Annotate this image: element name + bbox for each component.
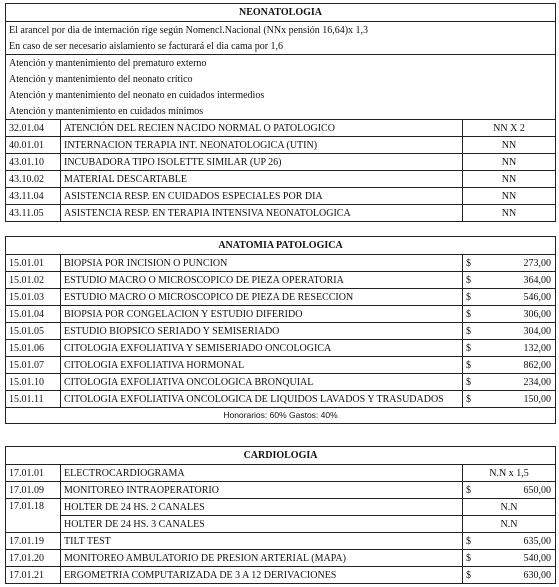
currency-cell: $: [463, 567, 477, 584]
desc-cell: ESTUDIO MACRO O MICROSCOPICO DE PIEZA DE RESECCION: [61, 289, 463, 306]
code-cell: 15.01.07: [6, 357, 61, 374]
desc-cell: ESTUDIO BIOPSICO SERIADO Y SEMISERIADO: [61, 323, 463, 340]
desc-cell: INCUBADORA TIPO ISOLETTE SIMILAR (UP 26): [61, 154, 463, 171]
currency-cell: $: [463, 272, 477, 289]
table-row: [6, 516, 556, 533]
table-row: [6, 550, 556, 567]
code-cell: 17.01.21: [6, 567, 61, 584]
desc-cell: HOLTER DE 24 HS. 2 CANALES: [61, 499, 463, 516]
service-line: Atención y mantenimiento del neonato crítico: [6, 71, 556, 87]
desc-cell: TILT TEST: [61, 533, 463, 550]
table-row: [6, 171, 556, 188]
cardiologia-table: [5, 446, 556, 584]
code-cell: 32.01.04: [6, 120, 61, 137]
desc-cell: INTERNACION TERAPIA INT. NEONATOLOGICA (UTIN): [61, 137, 463, 154]
currency-cell: $: [463, 289, 477, 306]
code-cell: 15.01.05: [6, 323, 61, 340]
desc-cell: ASISTENCIA RESP. EN TERAPIA INTENSIVA NEONATOLOGICA: [61, 205, 463, 222]
note-line: En caso de ser necesario aislamiento se facturará el dia cama por 1,6: [6, 38, 556, 55]
amount-cell: 234,00: [477, 374, 556, 391]
desc-cell: CITOLOGIA EXFOLIATIVA ONCOLOGICA BRONQUIAL: [61, 374, 463, 391]
section-title: CARDIOLOGIA: [6, 447, 556, 465]
desc-cell: ELECTROCARDIOGRAMA: [61, 465, 463, 482]
code-cell: 17.01.18: [6, 499, 61, 533]
fees-note: Honorarios: 60% Gastos: 40%: [6, 408, 556, 424]
amount-cell: 306,00: [477, 306, 556, 323]
currency-cell: $: [463, 482, 477, 499]
table-row: [6, 482, 556, 499]
currency-cell: $: [463, 255, 477, 272]
table-row: [6, 357, 556, 374]
currency-cell: $: [463, 357, 477, 374]
table-row: [6, 306, 556, 323]
amount-cell: 304,00: [477, 323, 556, 340]
code-cell: 15.01.03: [6, 289, 61, 306]
section-title: NEONATOLOGIA: [6, 4, 556, 22]
code-cell: 40.01.01: [6, 137, 61, 154]
desc-cell: MATERIAL DESCARTABLE: [61, 171, 463, 188]
code-cell: 43.11.04: [6, 188, 61, 205]
table-row: [6, 323, 556, 340]
amount-cell: 630,00: [477, 567, 556, 584]
desc-cell: MONITOREO AMBULATORIO DE PRESION ARTERIAL (MAPA): [61, 550, 463, 567]
value-cell: N.N x 1,5: [463, 465, 556, 482]
value-cell: NN: [463, 188, 556, 205]
code-cell: 43.10.02: [6, 171, 61, 188]
code-cell: 17.01.20: [6, 550, 61, 567]
code-cell: 17.01.01: [6, 465, 61, 482]
value-cell: NN: [463, 171, 556, 188]
amount-cell: 650,00: [477, 482, 556, 499]
code-cell: 15.01.10: [6, 374, 61, 391]
table-row: [6, 465, 556, 482]
table-row: [6, 137, 556, 154]
table-row: [6, 205, 556, 222]
code-cell: 15.01.06: [6, 340, 61, 357]
service-line: Atención y mantenimiento en cuidados mínimos: [6, 103, 556, 120]
amount-cell: 635,00: [477, 533, 556, 550]
currency-cell: $: [463, 323, 477, 340]
value-cell: NN: [463, 205, 556, 222]
value-cell: N.N: [463, 499, 556, 516]
desc-cell: ESTUDIO MACRO O MICROSCOPICO DE PIEZA OPERATORIA: [61, 272, 463, 289]
neonatologia-table: [5, 3, 556, 222]
code-cell: 17.01.19: [6, 533, 61, 550]
desc-cell: ERGOMETRIA COMPUTARIZADA DE 3 A 12 DERIVACIONES: [61, 567, 463, 584]
table-row: [6, 340, 556, 357]
desc-cell: BIOPSIA POR INCISION O PUNCION: [61, 255, 463, 272]
anatomia-patologica-table: [5, 236, 556, 424]
amount-cell: 862,00: [477, 357, 556, 374]
desc-cell: CITOLOGIA EXFOLIATIVA HORMONAL: [61, 357, 463, 374]
amount-cell: 540,00: [477, 550, 556, 567]
note-line: El arancel por dia de internación rige según Nomencl.Nacional (NNx pensión 16,64)x 1,3: [6, 22, 556, 39]
desc-cell: BIOPSIA POR CONGELACION Y ESTUDIO DIFERIDO: [61, 306, 463, 323]
code-cell: 15.01.01: [6, 255, 61, 272]
desc-cell: MONITOREO INTRAOPERATORIO: [61, 482, 463, 499]
table-row: [6, 499, 556, 516]
currency-cell: $: [463, 550, 477, 567]
desc-cell: HOLTER DE 24 HS. 3 CANALES: [61, 516, 463, 533]
code-cell: 15.01.02: [6, 272, 61, 289]
table-row: [6, 289, 556, 306]
currency-cell: $: [463, 306, 477, 323]
value-cell: NN X 2: [463, 120, 556, 137]
service-line: Atención y mantenimiento del prematuro externo: [6, 55, 556, 72]
code-cell: 43.11.05: [6, 205, 61, 222]
currency-cell: $: [463, 533, 477, 550]
code-cell: 15.01.11: [6, 391, 61, 408]
section-title: ANATOMIA PATOLOGICA: [6, 237, 556, 255]
code-cell: 43.01.10: [6, 154, 61, 171]
table-row: [6, 272, 556, 289]
desc-cell: ASISTENCIA RESP. EN CUIDADOS ESPECIALES POR DIA: [61, 188, 463, 205]
table-row: [6, 533, 556, 550]
service-line: Atención y mantenimiento del neonato en cuidados intermedios: [6, 87, 556, 103]
table-row: [6, 255, 556, 272]
value-cell: NN: [463, 137, 556, 154]
amount-cell: 150,00: [477, 391, 556, 408]
currency-cell: $: [463, 374, 477, 391]
table-row: [6, 154, 556, 171]
desc-cell: ATENCIÓN DEL RECIEN NACIDO NORMAL O PATOLOGICO: [61, 120, 463, 137]
currency-cell: $: [463, 340, 477, 357]
amount-cell: 364,00: [477, 272, 556, 289]
amount-cell: 273,00: [477, 255, 556, 272]
value-cell: N.N: [463, 516, 556, 533]
code-cell: 17.01.09: [6, 482, 61, 499]
table-row: [6, 391, 556, 408]
value-cell: NN: [463, 154, 556, 171]
desc-cell: CITOLOGIA EXFOLIATIVA ONCOLOGICA DE LIQUIDOS LAVADOS Y TRASUDADOS: [61, 391, 463, 408]
desc-cell: CITOLOGIA EXFOLIATIVA Y SEMISERIADO ONCOLOGICA: [61, 340, 463, 357]
table-row: [6, 188, 556, 205]
amount-cell: 132,00: [477, 340, 556, 357]
currency-cell: $: [463, 391, 477, 408]
code-cell: 15.01.04: [6, 306, 61, 323]
table-row: [6, 374, 556, 391]
table-row: [6, 120, 556, 137]
table-row: [6, 567, 556, 584]
amount-cell: 546,00: [477, 289, 556, 306]
